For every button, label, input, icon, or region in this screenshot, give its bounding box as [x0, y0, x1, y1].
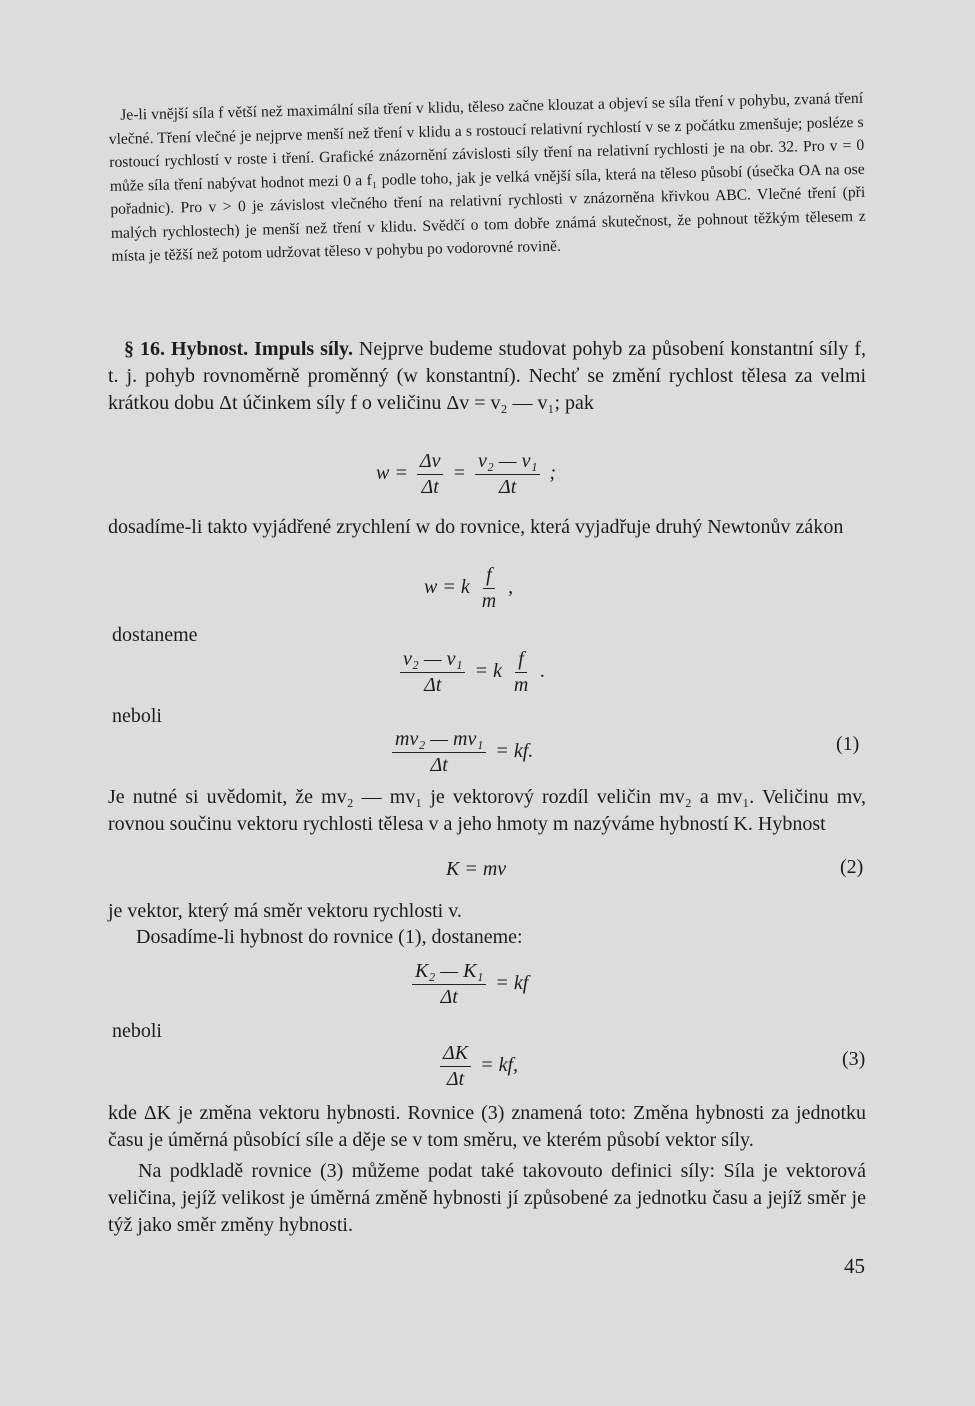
momentum-definition: Je nutné si uvědomit, že mv₂ — mv₁ je vektorový rozdíl veličin mv₂ a mv₁. Veličinu mv, rovnou součinu vektoru rychlosti tělesa v a jeho hmoty m nazýváme hybností K. Hybnost — [108, 786, 866, 835]
vector-sentence: je vektor, který má směr vektoru rychlosti v. — [108, 900, 462, 922]
substitute-sentence: Dosadíme-li hybnost do rovnice (1), dostaneme: — [136, 926, 523, 948]
section-intro-text: Nejprve budeme studovat pohyb za působení konstantní síly f, t. j. pohyb rovnoměrně proměnný (w konstantní). Nechť se změní rychlost tělesa za velmi krátkou dobu Δt účinkem síly f o veličinu Δv = v₂ — v₁; pak — [108, 338, 867, 414]
page-number: 45 — [844, 1254, 865, 1278]
force-definition: Na podkladě rovnice (3) můžeme podat také takovouto definici síly: Síla je vektorová veličina, jejíž velikost je úměrná změně hybnosti jí způsobené za jednotku času a jejíž směr je týž jako směr změny hybnosti. — [108, 1160, 866, 1236]
word-neboli-1: neboli — [112, 705, 162, 727]
intro-small-text — [108, 87, 867, 269]
explanation-eq3: kde ΔK je změna vektoru hybnosti. Rovnice (3) znamená toto: Změna hybnosti za jednotku času je úměrná působící síle a děje se v tom směru, ve kterém působí vektor síly. — [108, 1102, 866, 1151]
equation-2-label: (2) — [840, 856, 864, 878]
equation-substituted: $\frac{\text{v₂ — v₁}}{\Delta t}$ = k $\frac{f}{m}$ . — [396, 648, 545, 697]
equation-1: $\frac{\text{mv₂ — mv₁}}{\Delta t}$ = kf. — [388, 728, 533, 777]
section-intro — [108, 336, 866, 417]
equation-1-label: (1) — [836, 733, 860, 755]
equation-acceleration: w = $\frac{\Delta v}{\Delta t}$ = $\frac{\text{v₂ — v₁}}{\Delta t}$ ; — [376, 450, 557, 498]
newton-sentence: dosadíme-li takto vyjádřené zrychlení w do rovnice, která vyjadřuje druhý Newtonův zákon — [108, 516, 844, 538]
equation-momentum-change: $\frac{\text{K₂ — K₁}}{\Delta t}$ = kf — [408, 960, 528, 1009]
equation-newton: w = k $\frac{f}{m}$ , — [424, 564, 514, 612]
equation-3: $\frac{\Delta K}{\Delta t}$ = kf, — [436, 1042, 518, 1091]
equation-2: K = mv — [446, 858, 507, 880]
word-dostaneme: dostaneme — [112, 624, 198, 646]
section-number: § 16. — [124, 338, 165, 360]
friction-paragraph: Je-li vnější síla f větší než maximální síla tření v klidu, těleso začne klouzat a objeví se síla tření v pohybu, zvaná tření vlečné. Tření vlečné je nejprve menší než tření v klidu a s rostoucí relativní rychlostí v se z počátku zmenšuje; posléze s rostoucí rychlostí v roste i tření. Grafické znázornění závislosti síly tření na relativní rychlosti je na obr. 32. Pro v = 0 může síla tření nabývat hodnot mezi 0 a f₁ podle toho, jak je velká vnější síla, která na těleso působí (úsečka OA na ose pořadnic). Pro v > 0 je závislost vlečného tření na relativní rychlosti v znázorněna křivkou ABC. Vlečné tření (při malých rychlostech) je menší než tření v klidu. Svědčí o tom dobře známá skutečnost, že pohnout těžkým tělesem z místa je těžší než potom udržovat těleso v pohybu po vodorovné rovině. — [108, 89, 866, 265]
equation-3-label: (3) — [842, 1048, 866, 1070]
section-title: Hybnost. Impuls síly. — [170, 338, 353, 360]
word-neboli-2: neboli — [112, 1020, 162, 1042]
